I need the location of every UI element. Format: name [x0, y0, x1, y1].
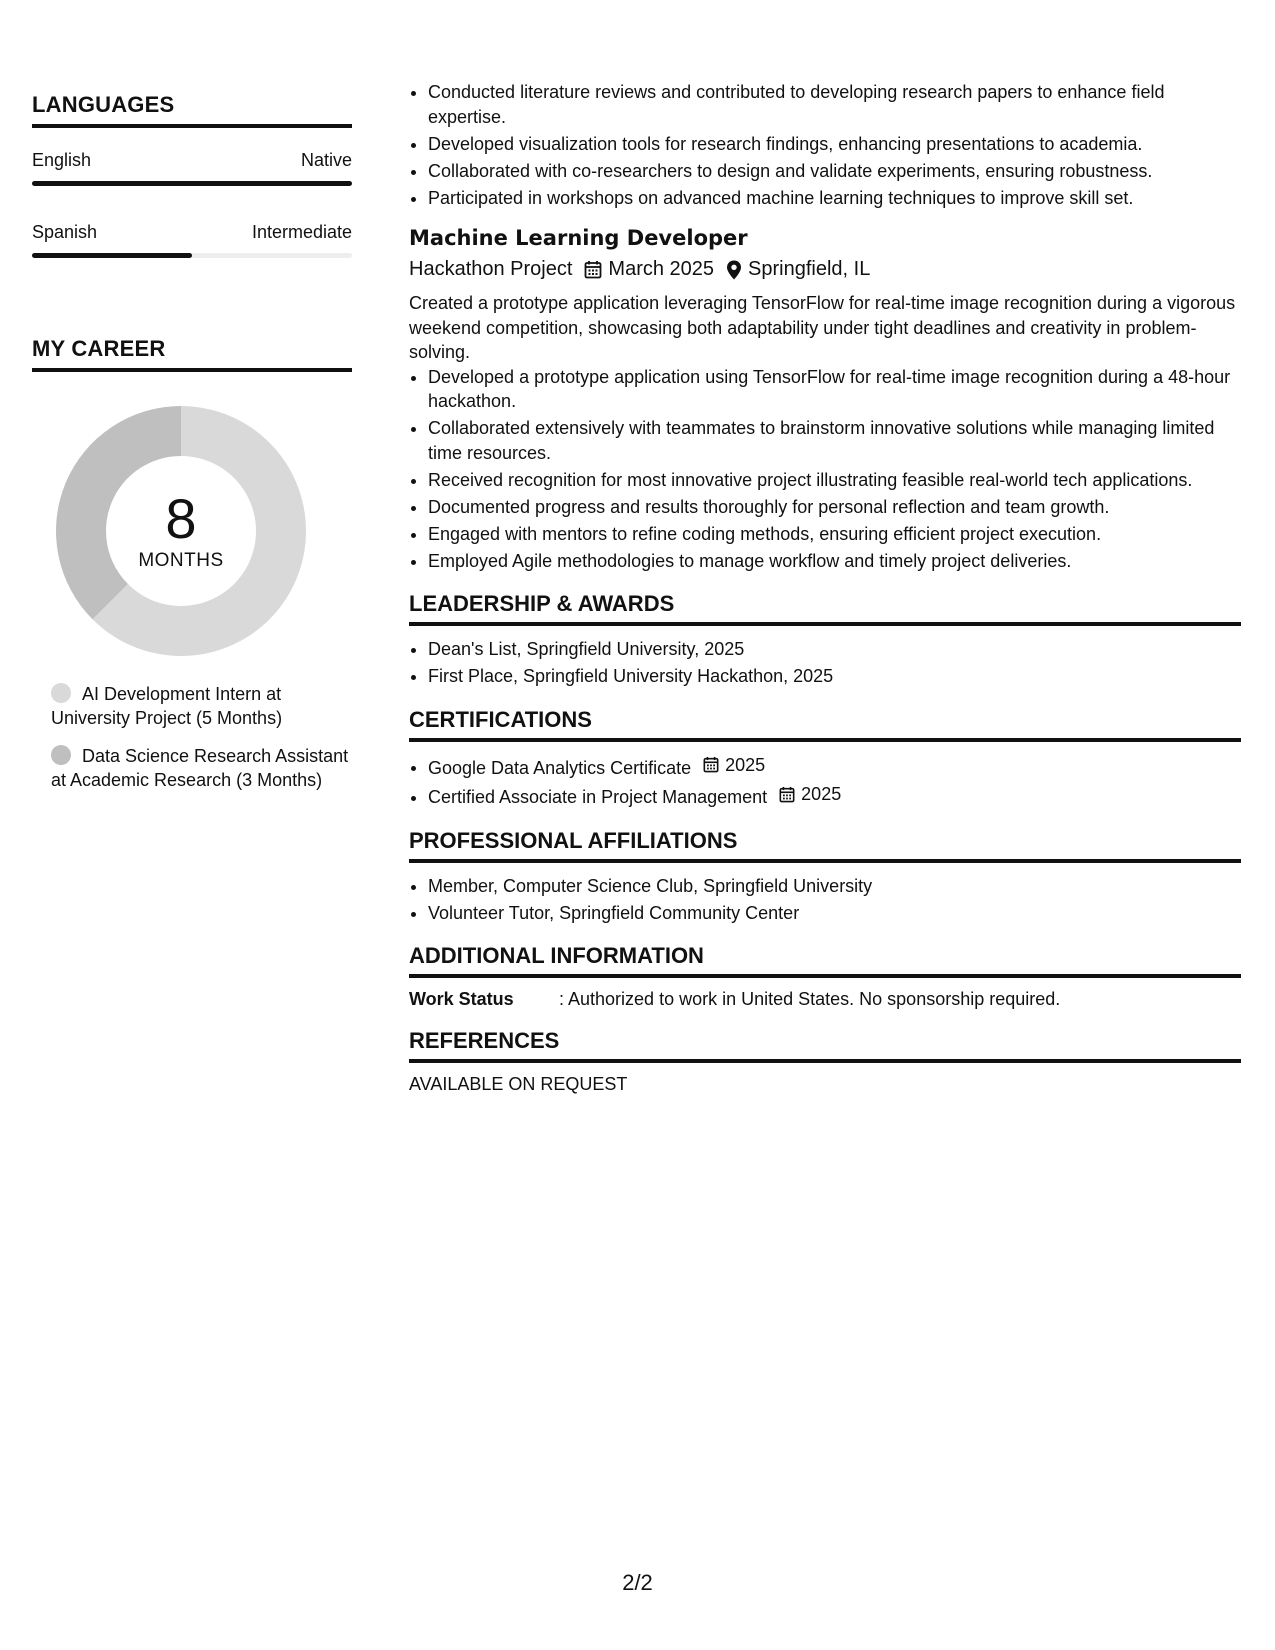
calendar-icon — [779, 786, 795, 803]
legend-label: Data Science Research Assistant at Academic Research (3 Months) — [51, 746, 349, 790]
list-item: • Developed a prototype application using TensorFlow for real-time image recognition during a 48-hour hackathon. — [428, 365, 1241, 414]
legend-dot — [51, 745, 71, 765]
list-item: • Member, Computer Science Club, Springfield University — [428, 874, 1241, 899]
certification-year: 2025 — [801, 784, 842, 805]
list-item: • Collaborated extensively with teammates to brainstorm innovative solutions while managing limited time resources. — [428, 416, 1241, 465]
work-status-value: : Authorized to work in United States. No sponsorship required. — [559, 989, 1061, 1009]
job-description: Created a prototype application leveraging TensorFlow for real-time image recognition during a vigorous weekend competition, showcasing both adaptability under tight deadlines and creativity in problem-solving. — [409, 293, 1236, 362]
work-status-row — [409, 989, 1241, 1010]
language-name: English — [32, 150, 92, 170]
list-item: • First Place, Springfield University Hackathon, 2025 — [428, 664, 1241, 689]
list-item: • Documented progress and results thoroughly for personal reflection and team growth. — [428, 495, 1241, 520]
job-date: March 2025 — [608, 258, 715, 280]
language-level: Intermediate — [251, 222, 352, 242]
sidebar — [32, 92, 352, 806]
additional-info-heading: ADDITIONAL INFORMATION — [409, 943, 1241, 978]
language-proficiency-fill — [32, 181, 352, 186]
career-legend — [51, 682, 351, 792]
job-meta — [409, 258, 1241, 281]
page-number: 2/2 — [622, 1570, 653, 1595]
list-item: • Developed visualization tools for research findings, enhancing presentations to academia. — [428, 132, 1241, 157]
main-column — [409, 80, 1241, 1095]
certification-year: 2025 — [725, 754, 766, 775]
list-item: • Conducted literature reviews and contributed to developing research papers to enhance field expertise. — [428, 80, 1241, 129]
references-heading: REFERENCES — [409, 1028, 1241, 1063]
list-item: • Volunteer Tutor, Springfield Community Center — [428, 901, 1241, 926]
language-proficiency-bar — [32, 253, 352, 258]
career-heading: MY CAREER — [32, 336, 352, 372]
language-level: Native — [300, 150, 352, 170]
affiliations-list — [409, 874, 1241, 926]
list-item: • Collaborated with co-researchers to design and validate experiments, ensuring robustness. — [428, 159, 1241, 184]
list-item — [428, 782, 1241, 809]
languages-heading: LANGUAGES — [32, 92, 352, 128]
job-company: Hackathon Project — [409, 258, 573, 280]
affiliations-heading: PROFESSIONAL AFFILIATIONS — [409, 828, 1241, 863]
certification-name: Certified Associate in Project Management — [428, 787, 768, 807]
certifications-list — [409, 753, 1241, 810]
legend-label: AI Development Intern at University Project (5 Months) — [51, 684, 283, 728]
leadership-list — [409, 637, 1241, 689]
language-item — [32, 222, 352, 258]
legend-item — [51, 682, 351, 730]
job-bullets — [409, 365, 1241, 574]
list-item: • Engaged with mentors to refine coding methods, ensuring efficient project execution. — [428, 522, 1241, 547]
language-item — [32, 150, 352, 186]
references-text: AVAILABLE ON REQUEST — [409, 1074, 628, 1094]
work-status-label: Work Status — [409, 989, 514, 1009]
leadership-heading: LEADERSHIP & AWARDS — [409, 591, 1241, 626]
language-proficiency-bar — [32, 181, 352, 186]
career-total-unit: MONTHS — [138, 550, 224, 571]
career-donut-chart — [56, 406, 306, 656]
job-title: Machine Learning Developer — [409, 226, 748, 250]
list-item: • Participated in workshops on advanced machine learning techniques to improve skill set. — [428, 186, 1241, 211]
location-pin-icon — [726, 260, 742, 280]
list-item: • Dean's List, Springfield University, 2025 — [428, 637, 1241, 662]
previous-job-bullets — [409, 80, 1241, 210]
career-total-value: 8 — [165, 487, 197, 550]
certification-name: Google Data Analytics Certificate — [428, 757, 692, 778]
language-name: Spanish — [32, 222, 98, 242]
certifications-heading: CERTIFICATIONS — [409, 707, 1241, 742]
calendar-icon — [584, 260, 602, 279]
calendar-icon — [703, 756, 719, 773]
list-item: • Received recognition for most innovative project illustrating feasible real-world tech applications. — [428, 468, 1241, 493]
list-item — [428, 753, 1241, 780]
list-item: • Employed Agile methodologies to manage workflow and timely project deliveries. — [428, 549, 1241, 574]
job-location: Springfield, IL — [748, 258, 871, 280]
language-proficiency-fill — [32, 253, 192, 258]
legend-dot — [51, 683, 71, 703]
legend-item — [51, 744, 351, 792]
